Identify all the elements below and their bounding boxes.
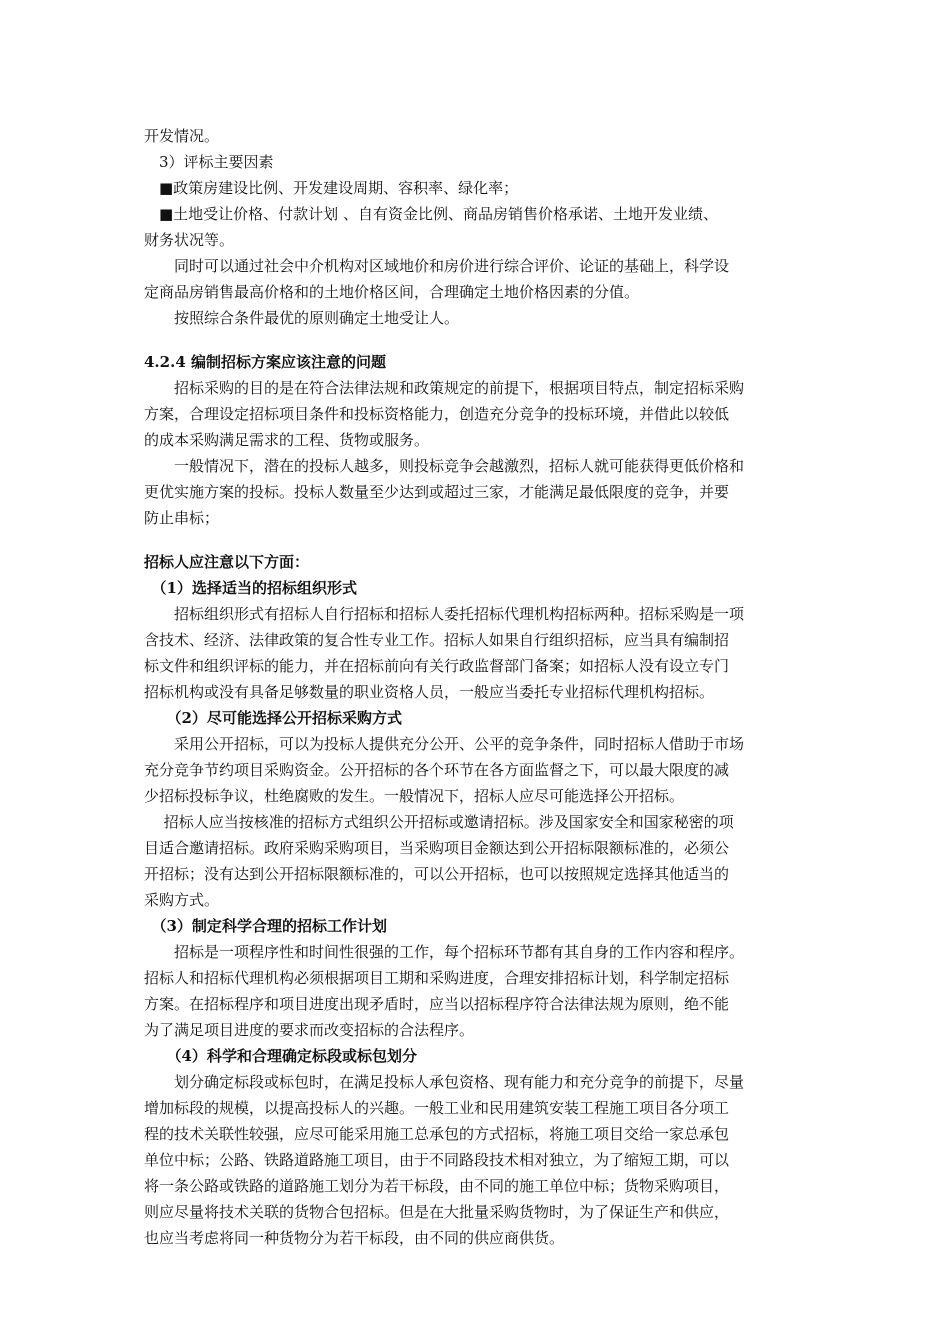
paragraph-line: 开发情况。 xyxy=(144,127,220,145)
paragraph-line: 划分确定标段或标包时，在满足投标人承包资格、现有能力和充分竞争的前提下，尽量 xyxy=(144,1073,745,1091)
paragraph-line: 的成本采购满足需求的工程、货物或服务。 xyxy=(144,431,430,449)
paragraph-line: 标文件和组织评标的能力，并在招标前向有关行政监督部门备案；如招标人没有设立专门 xyxy=(144,657,730,675)
paragraph-line: 开招标；没有达到公开招标限额标准的，可以公开招标，也可以按照规定选择其他适当的 xyxy=(144,865,730,883)
paragraph-line: 防止串标； xyxy=(144,509,220,527)
paragraph-line: 按照综合条件最优的原则确定土地受让人。 xyxy=(144,309,460,327)
paragraph-line: 招标人和招标代理机构必须根据项目工期和采购进度，合理安排招标计划，科学制定招标 xyxy=(144,969,730,987)
paragraph-line: 将一条公路或铁路的道路施工划分为若干标段，由不同的施工单位中标；货物采购项目， xyxy=(144,1177,730,1195)
paragraph-line: 一般情况下，潜在的投标人越多，则投标竞争会越激烈，招标人就可能获得更低价格和 xyxy=(144,457,745,475)
paragraph-line: 同时可以通过社会中介机构对区域地价和房价进行综合评价、论证的基础上，科学设 xyxy=(144,257,730,275)
paragraph-line: 招标人应当按核准的招标方式组织公开招标或邀请招标。涉及国家安全和国家秘密的项 xyxy=(144,813,734,831)
item-heading: （3）制定科学合理的招标工作计划 xyxy=(144,917,387,935)
paragraph-line: 单位中标；公路、铁路道路施工项目，由于不同路段技术相对独立，为了缩短工期，可以 xyxy=(144,1151,730,1169)
section-heading: 4.2.4 编制招标方案应该注意的问题 xyxy=(144,353,386,371)
paragraph-line: 招标机构或没有具备足够数量的职业资格人员，一般应当委托专业招标代理机构招标。 xyxy=(144,683,715,701)
item-heading: （2）尽可能选择公开招标采购方式 xyxy=(144,709,402,727)
paragraph-line: 财务状况等。 xyxy=(144,231,235,249)
paragraph-line: 更优实施方案的投标。投标人数量至少达到或超过三家，才能满足最低限度的竞争，并要 xyxy=(144,483,730,501)
paragraph-line: 方案。在招标程序和项目进度出现矛盾时，应当以招标程序符合法律法规为原则，绝不能 xyxy=(144,995,730,1013)
list-heading: 3）评标主要因素 xyxy=(144,153,274,171)
paragraph-line: 目适合邀请招标。政府采购采购项目，当采购项目金额达到公开招标限额标准的，必须公 xyxy=(144,839,730,857)
paragraph-line: 招标采购的目的是在符合法律法规和政策规定的前提下，根据项目特点，制定招标采购 xyxy=(144,379,745,397)
bullet-item: ■土地受让价格、付款计划 、自有资金比例、商品房销售价格承诺、土地开发业绩、 xyxy=(144,205,718,223)
subsection-heading: 招标人应注意以下方面： xyxy=(144,553,310,571)
paragraph-line: 也应当考虑将同一种货物分为若干标段，由不同的供应商供货。 xyxy=(144,1229,565,1247)
paragraph-line: 增加标段的规模，以提高投标人的兴趣。一般工业和民用建筑安装工程施工项目各分项工 xyxy=(144,1099,730,1117)
paragraph-line: 少招标投标争议，杜绝腐败的发生。一般情况下，招标人应尽可能选择公开招标。 xyxy=(144,787,685,805)
paragraph-line: 方案，合理设定招标项目条件和投标资格能力，创造充分竞争的投标环境，并借此以较低 xyxy=(144,405,730,423)
paragraph-line: 充分竞争节约项目采购资金。公开招标的各个环节在各方面监督之下，可以最大限度的减 xyxy=(144,761,730,779)
paragraph-line: 程的技术关联性较强，应尽可能采用施工总承包的方式招标，将施工项目交给一家总承包 xyxy=(144,1125,730,1143)
paragraph-line: 采用公开招标，可以为投标人提供充分公开、公平的竞争条件，同时招标人借助于市场 xyxy=(144,735,745,753)
paragraph-line: 定商品房销售最高价格和的土地价格区间，合理确定土地价格因素的分值。 xyxy=(144,283,640,301)
paragraph-line: 招标组织形式有招标人自行招标和招标人委托招标代理机构招标两种。招标采购是一项 xyxy=(144,605,745,623)
item-heading: （1）选择适当的招标组织形式 xyxy=(144,579,357,597)
paragraph-line: 采购方式。 xyxy=(144,891,220,909)
bullet-item: ■政策房建设比例、开发建设周期、容积率、绿化率； xyxy=(144,179,519,197)
item-heading: （4）科学和合理确定标段或标包划分 xyxy=(144,1047,417,1065)
paragraph-line: 为了满足项目进度的要求而改变招标的合法程序。 xyxy=(144,1021,475,1039)
paragraph-line: 则应尽量将技术关联的货物合包招标。但是在大批量采购货物时，为了保证生产和供应， xyxy=(144,1203,730,1221)
paragraph-line: 招标是一项程序性和时间性很强的工作，每个招标环节都有其自身的工作内容和程序。 xyxy=(144,943,745,961)
paragraph-line: 含技术、经济、法律政策的复合性专业工作。招标人如果自行组织招标，应当具有编制招 xyxy=(144,631,730,649)
